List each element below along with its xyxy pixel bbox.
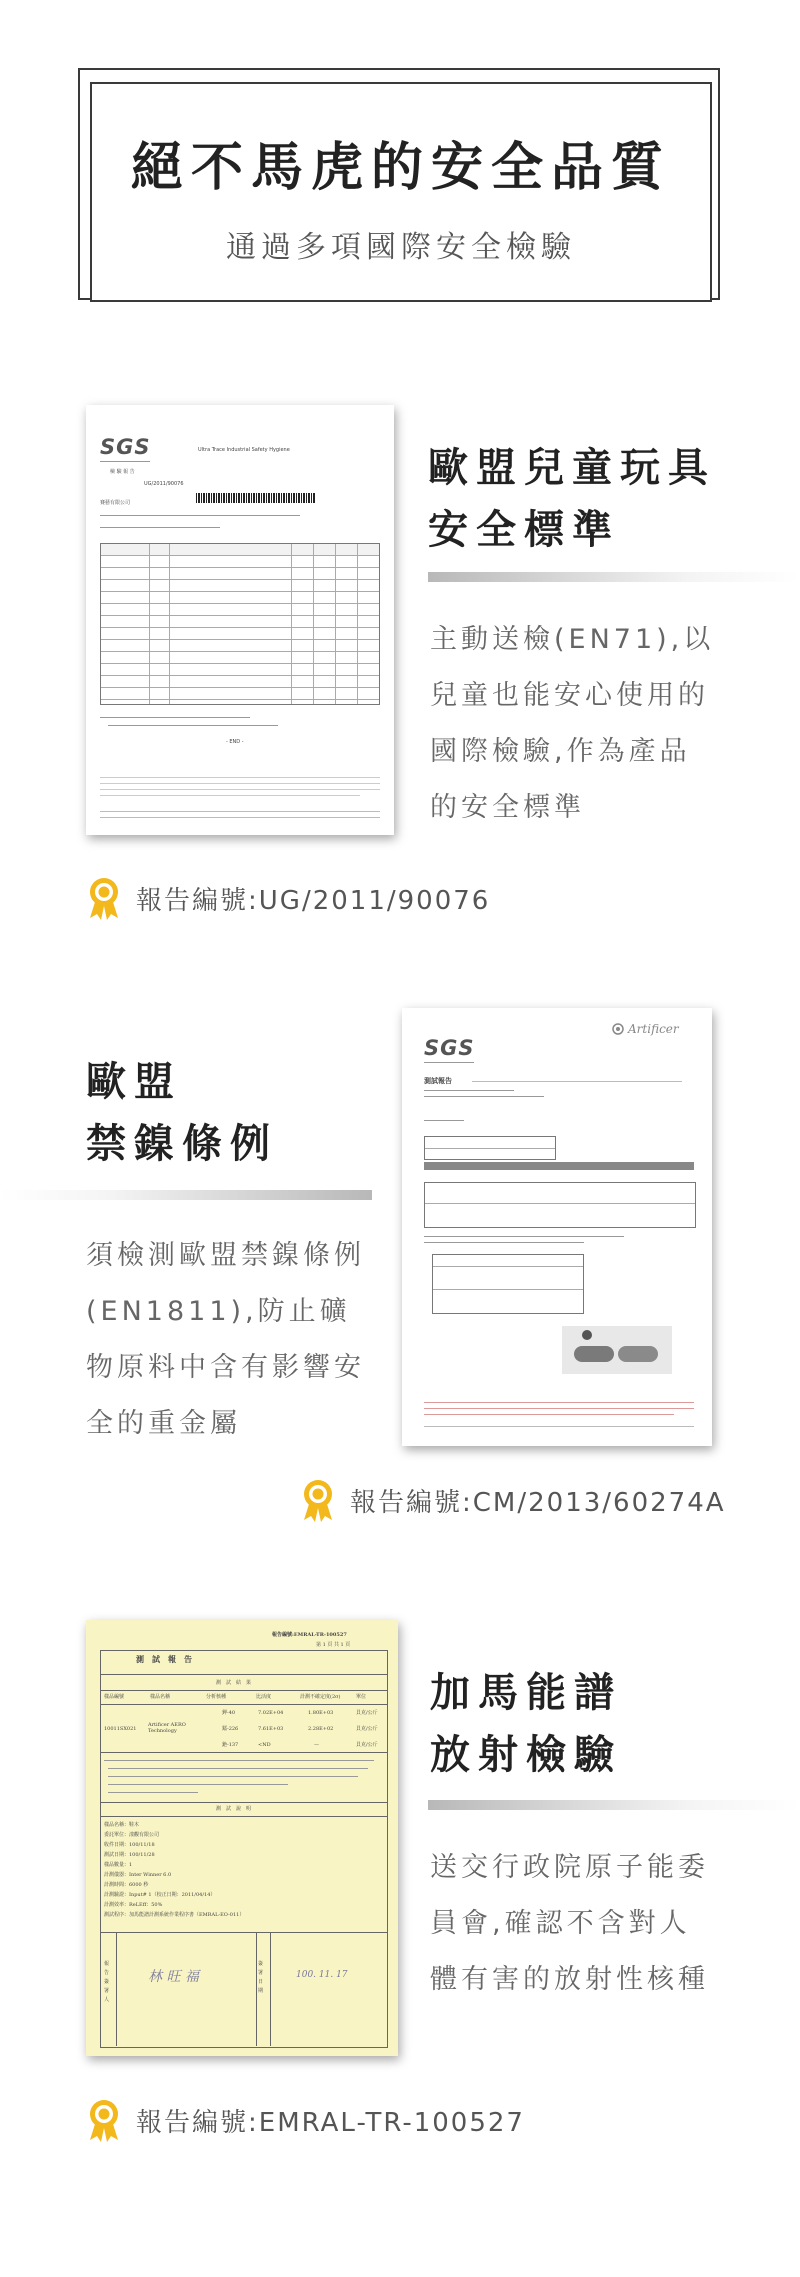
product-photo — [562, 1326, 672, 1374]
doc3-report-no: 報告編號:EMRAL-TR-100527 — [272, 1632, 347, 1638]
section3-title: 加馬能譜 放射檢驗 — [430, 1670, 622, 1778]
doc3-title: 測 試 報 告 — [136, 1654, 192, 1664]
doc-company: 賽藝有限公司 — [100, 500, 131, 506]
section2-divider — [0, 1190, 372, 1200]
doc-heading: Ultra Trace Industrial Safety Hygiene — [198, 447, 290, 453]
sign-date: 100. 11. 17 — [296, 1970, 348, 1980]
section3-divider — [428, 1800, 800, 1810]
signature: 林 旺 福 — [148, 1969, 199, 1985]
page-subtitle: 通過多項國際安全檢驗 — [226, 230, 576, 265]
doc-report-label: 檢 驗 報 告 — [110, 469, 135, 475]
section1-report-number: 報告編號:UG/2011/90076 — [86, 876, 490, 920]
medal-icon — [300, 1478, 336, 1522]
sgs-logo: SGS — [100, 435, 151, 459]
medal-icon — [86, 876, 122, 920]
artificer-logo: Artificer — [612, 1022, 679, 1036]
artificer-mark-icon — [612, 1023, 624, 1035]
doc3-result-head: 測 試 結 果 — [216, 1680, 252, 1686]
doc3-notes-head: 測 試 說 明 — [216, 1806, 252, 1812]
section1-title: 歐盟兒童玩具 安全標準 — [428, 445, 716, 553]
section2-title: 歐盟 禁鎳條例 — [86, 1059, 278, 1167]
section3-report-number: 報告編號:EMRAL-TR-100527 — [86, 2098, 525, 2142]
section1-description: 主動送檢(EN71),以 兒童也能安心使用的 國際檢驗,作為產品 的安全標準 — [430, 624, 715, 823]
doc-report-label: 測試報告 — [424, 1077, 452, 1085]
page-title: 絕不馬虎的安全品質 — [130, 138, 671, 198]
section2-report-number: 報告編號:CM/2013/60274A — [300, 1478, 726, 1522]
section2-description: 須檢測歐盟禁鎳條例 (EN1811),防止礦 物原料中含有影響安 全的重金屬 — [86, 1240, 365, 1439]
certificate-image-sgs-toys — [86, 405, 394, 835]
certificate-image-radiation: 報告編號:EMRAL-TR-100527 第 1 頁 共 1 頁 測 試 報 告 測 試 結 果 樣品編號 樣品名稱 分析核種 比活度 計測不確定度(2σ) 單位 10011SX021 Artificer AERO Technology 鉀-40 鐳-226 銫-137 7.02E+04 7.61E+03 <ND 1.80E+03 2.28E+02 — 貝克/公斤 貝克/公斤 貝克/公斤 測 試 說 明 樣品名稱：鞋木 委託單位：漾觀有限公司 收件日期：100/11/18 測試日期：100/11/28 樣品數量：1 計測儀器：Inter Winner 6.0 計測時間：6000 秒 計測驗證：Input# 1（校正日期：2011/04/14） 計測效率：ReLEff：50% 測試程序：加馬能譜計測系統作業程序書（EMRAL-EO-011） 報告簽署人 簽署日期 林 旺 福 100. 11. 17 — [86, 1620, 398, 2056]
certificate-image-sgs-nickel — [402, 1008, 712, 1446]
doc-report-no: UG/2011/90076 — [144, 481, 184, 487]
doc3-page: 第 1 頁 共 1 頁 — [316, 1642, 351, 1648]
doc-end-mark: - END - — [226, 739, 244, 745]
sgs-logo: SGS — [424, 1036, 475, 1060]
medal-icon — [86, 2098, 122, 2142]
section1-divider — [428, 572, 800, 582]
section3-description: 送交行政院原子能委 員會,確認不含對人 體有害的放射性核種 — [430, 1852, 709, 1995]
